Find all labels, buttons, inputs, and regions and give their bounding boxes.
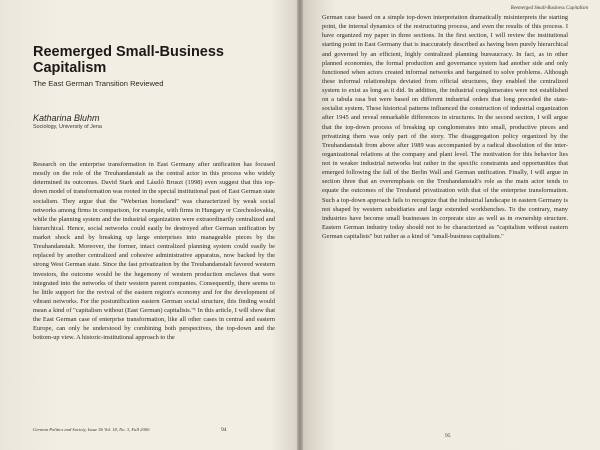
journal-footer: German Politics and Society, Issue 56 Vol. 18, No. 3, Fall 2000 <box>33 427 150 432</box>
page-number-left: 94 <box>221 427 227 433</box>
article-title: Reemerged Small-Business Capitalism <box>33 44 224 76</box>
running-head: Reemerged Small-Business Capitalism <box>510 6 588 11</box>
left-body-text: Research on the enterprise transformation in East Germany after unification has focused mostly on the role of the Treuhandanstalt as the central actor in this process who widely determined its outcomes. David Stark and László Bruszt (1998) even suggest that this top-down model of transformation was rooted in the special institutional past of East German state socialism. They argue that the "Weberian homeland" was characterized by weak social networks among firms in comparison, for example, with firms in Hungary or Czechoslovakia, while the planning system and the industrial organization were extraordinarily centralized and hierarchical. Hence, social networks could easily be destroyed after German unification by market shock and by breaking up large enterprises into manageable pieces by the Treuhandanstalt. Moreover, the former, intact centralized planning system could easily be replaced by another centralized and cohesive administrative apparatus, now backed by the strong West German state. Since the fast privatization by the Treuhandanstalt favored western investors, the outcome would be the hegemony of western production enclaves that were integrated into the networks of their western parent companies. Consequently, there seems to be little support for the revival of the eastern region's economy and for the development of vibrant networks. For the postunification eastern German social structure, this finding would mean a kind of "capitalism without (East German) capitalists."¹ In this article, I will show that the East German case of enterprise transformation, like all other cases in central and eastern Europe, can only be understood by combining both perspectives, the top-down and the bottom-up view. A historic-institutional approach to the <box>33 161 275 342</box>
author-affiliation: Sociology, University of Jena <box>33 124 102 130</box>
right-page <box>300 0 600 450</box>
article-subtitle: The East German Transition Reviewed <box>33 79 164 88</box>
right-body-text: German case based on a simple top-down interpretation dramatically misinterprets the starting point, the internal dynamics of the restructuring process, and even the results of this process. I have organized my paper in three sections. In the first section, I will review the institutional starting point in East Germany that is inaccurately described as having been purely hierarchical and governed by an efficient, highly centralized planning bureaucracy. In fact, as in other planned economies, the formal production and governance system had another side and only functioned when actors created informal networks and bargained to solve problems. Although these informal relationships deviated from official structures, they enabled the centralized system to exist as long as it did. In addition, the industrial conglomerates were not established on a tabula rasa but were based on different industrial orders that long preceded the state-socialist system. These historical patterns influenced the construction of industrial organization after 1945 and reveal remarkable differences in structures. In the second section, I will argue that the top-down process of breaking up conglomerates into small, productive pieces and privatizing them was only part of the story. The disaggregation policy organized by the Treuhandanstalt from above after 1989 was accompanied by a radical dissolution of the inter-organizational relations at the company and plant level. The motivation for this behavior lies not in weaker industrial networks but rather in the specific constraints and opportunities that emerged following the fall of the Berlin Wall and German unification. Finally, I will argue in section three that an overemphasis on the Treuhandanstalt's role as the main actor tends to equate the outcomes of the Treuhand privatization with that of the enterprise transformation. Such a top-down approach fails to recognize that the industrial landscape in eastern Germany is not shaped by western subsidiaries and large extended workbenches. To the contrary, many industries have become small businesses in corporate size as well as in ownership structure. Eastern German industry today should not to be characterized as "capitalism without eastern German capitalists" but rather as a kind of "small-business capitalism." <box>322 14 568 240</box>
author-name: Katharina Bluhm <box>33 113 100 123</box>
book-gutter <box>297 0 303 450</box>
page-number-right: 95 <box>445 433 451 439</box>
